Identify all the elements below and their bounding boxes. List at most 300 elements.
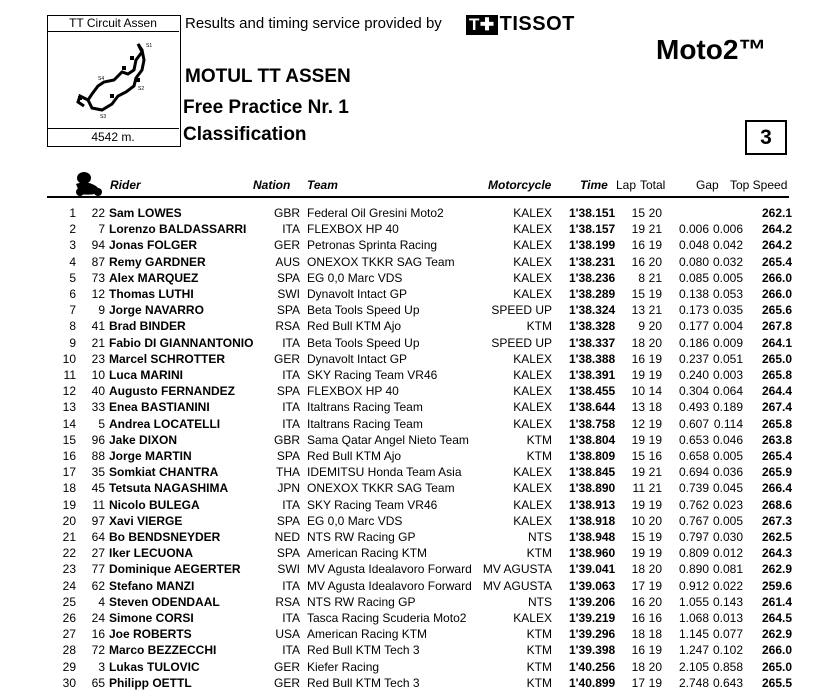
rider-name-cell: Steven ODENDAAL: [109, 594, 220, 609]
rider-number-cell: 24: [91, 611, 105, 625]
nation-cell: USA: [275, 627, 300, 642]
lap-cell: 13: [631, 303, 645, 318]
lap-time-cell: 1'38.324: [569, 303, 616, 318]
nation-cell: JPN: [277, 481, 300, 496]
motorcycle-cell: KTM: [526, 546, 552, 561]
gap-previous-cell: 0.032: [713, 254, 744, 269]
team-cell: ONEXOX TKKR SAG Team: [307, 254, 455, 269]
total-laps-cell: 19: [648, 416, 662, 431]
total-laps-cell: 21: [648, 481, 662, 496]
lap-cell: 16: [631, 594, 645, 609]
gap-previous-cell: 0.022: [713, 578, 744, 593]
table-row: [0, 318, 828, 334]
position-cell: 7: [69, 303, 76, 318]
nation-cell: SPA: [276, 449, 300, 463]
total-laps-cell: 21: [648, 270, 662, 285]
top-speed-cell: 264.4: [761, 384, 792, 399]
position-cell: 9: [69, 335, 76, 350]
gap-leader-cell: 0.237: [678, 351, 709, 366]
team-cell: Sama Qatar Angel Nieto Team: [307, 432, 469, 447]
lap-cell: 9: [638, 319, 645, 334]
gap-previous-cell: 0.045: [713, 481, 744, 496]
lap-cell: 10: [631, 513, 645, 528]
gap-previous-cell: 0.003: [713, 368, 744, 382]
team-cell: NTS RW Racing GP: [307, 530, 416, 544]
motorcycle-cell: SPEED UP: [491, 335, 552, 350]
position-cell: 20: [62, 513, 76, 528]
motorcycle-cell: KALEX: [513, 497, 552, 512]
rider-name-cell: Jorge MARTIN: [109, 449, 192, 463]
total-laps-cell: 19: [648, 530, 662, 544]
motorcycle-cell: KTM: [526, 432, 552, 447]
rider-name-cell: Jorge NAVARRO: [109, 303, 204, 318]
nation-cell: RSA: [275, 594, 300, 609]
position-cell: 26: [62, 611, 76, 625]
table-row: [0, 205, 828, 221]
position-cell: 5: [69, 270, 76, 285]
rider-name-cell: Andrea LOCATELLI: [109, 416, 221, 431]
rider-number-cell: 45: [91, 481, 105, 496]
top-speed-cell: 265.4: [761, 254, 792, 269]
total-laps-cell: 20: [648, 594, 662, 609]
total-laps-cell: 19: [648, 432, 662, 447]
motorcycle-cell: KALEX: [513, 270, 552, 285]
team-cell: Kiefer Racing: [307, 659, 380, 674]
top-speed-cell: 265.5: [761, 675, 792, 690]
nation-cell: THA: [276, 465, 300, 480]
lap-cell: 15: [631, 206, 645, 220]
circuit-map: [70, 38, 160, 120]
position-cell: 6: [69, 287, 76, 301]
rider-number-cell: 64: [91, 530, 105, 544]
rider-number-cell: 10: [91, 368, 105, 382]
team-cell: Dynavolt Intact GP: [307, 287, 408, 301]
total-laps-cell: 19: [648, 546, 662, 561]
lap-cell: 19: [631, 368, 645, 382]
lap-cell: 18: [631, 562, 645, 577]
gap-previous-cell: 0.009: [713, 335, 744, 350]
nation-cell: SWI: [277, 562, 300, 577]
motorcycle-cell: KALEX: [513, 481, 552, 496]
rider-name-cell: Brad BINDER: [109, 319, 186, 334]
nation-cell: AUS: [275, 254, 300, 269]
lap-cell: 19: [631, 546, 645, 561]
lap-time-cell: 1'38.455: [569, 384, 616, 399]
lap-time-cell: 1'38.388: [569, 351, 616, 366]
gap-leader-cell: 0.739: [678, 481, 709, 496]
gap-previous-cell: 0.189: [713, 400, 744, 415]
rider-name-cell: Somkiat CHANTRA: [109, 465, 219, 480]
lap-cell: 18: [631, 335, 645, 350]
gap-leader-cell: 0.762: [678, 497, 709, 512]
lap-time-cell: 1'38.289: [569, 287, 616, 301]
lap-cell: 19: [631, 432, 645, 447]
top-speed-cell: 266.0: [761, 643, 792, 658]
table-row: [0, 432, 828, 448]
lap-time-cell: 1'38.151: [569, 206, 616, 220]
table-row: [0, 578, 828, 594]
total-laps-cell: 21: [648, 222, 662, 237]
lap-time-cell: 1'38.918: [569, 513, 616, 528]
gap-leader-cell: 0.080: [678, 254, 709, 269]
nation-cell: GBR: [273, 432, 300, 447]
table-row: [0, 642, 828, 658]
nation-cell: ITA: [282, 335, 300, 350]
rider-name-cell: Joe ROBERTS: [109, 627, 192, 642]
table-row: [0, 383, 828, 399]
gap-leader-cell: 1.145: [678, 627, 709, 642]
rider-number-cell: 27: [91, 546, 105, 561]
rider-name-cell: Luca MARINI: [109, 368, 184, 382]
motorcycle-cell: KTM: [526, 675, 552, 690]
gap-previous-cell: 0.006: [713, 222, 744, 237]
lap-time-cell: 1'38.236: [569, 270, 616, 285]
position-cell: 4: [69, 254, 76, 269]
gap-leader-cell: 0.694: [678, 465, 709, 480]
motorcycle-cell: KTM: [526, 643, 552, 658]
rider-number-cell: 88: [91, 449, 105, 463]
gap-leader-cell: 2.748: [678, 675, 709, 690]
top-speed-cell: 264.2: [761, 222, 792, 237]
table-row: [0, 237, 828, 253]
gap-previous-cell: 0.143: [713, 594, 744, 609]
team-cell: FLEXBOX HP 40: [307, 222, 399, 237]
top-speed-cell: 259.6: [761, 578, 792, 593]
rider-number-cell: 12: [91, 287, 105, 301]
lap-time-cell: 1'39.296: [569, 627, 616, 642]
team-cell: Italtrans Racing Team: [307, 400, 423, 415]
lap-cell: 16: [631, 238, 645, 253]
lap-time-cell: 1'38.948: [569, 530, 616, 544]
nation-cell: NED: [274, 530, 300, 544]
position-cell: 8: [69, 319, 76, 334]
tissot-logo: T✚ TISSOT: [466, 13, 575, 36]
motorcycle-cell: SPEED UP: [491, 303, 552, 318]
lap-time-cell: 1'39.063: [569, 578, 616, 593]
top-speed-cell: 261.4: [761, 594, 792, 609]
col-time: Time: [580, 178, 608, 192]
team-cell: FLEXBOX HP 40: [307, 384, 399, 399]
team-cell: NTS RW Racing GP: [307, 594, 416, 609]
lap-time-cell: 1'38.231: [569, 254, 616, 269]
lap-time-cell: 1'39.219: [569, 611, 616, 625]
rider-number-cell: 41: [91, 319, 105, 334]
table-row: [0, 513, 828, 529]
lap-cell: 11: [632, 481, 645, 496]
position-cell: 17: [62, 465, 76, 480]
page-number: 3: [745, 120, 787, 155]
motorcycle-cell: KTM: [526, 319, 552, 334]
nation-cell: GER: [273, 238, 300, 253]
top-speed-cell: 262.5: [761, 530, 792, 544]
rider-name-cell: Lukas TULOVIC: [109, 659, 200, 674]
motorcycle-cell: KALEX: [513, 287, 552, 301]
table-row: [0, 254, 828, 270]
position-cell: 3: [69, 238, 76, 253]
rider-number-cell: 77: [91, 562, 105, 577]
team-cell: EG 0,0 Marc VDS: [307, 513, 403, 528]
gap-previous-cell: 0.102: [713, 643, 744, 658]
team-cell: Beta Tools Speed Up: [307, 303, 420, 318]
gap-previous-cell: 0.053: [713, 287, 744, 301]
gap-previous-cell: 0.042: [713, 238, 744, 253]
rider-number-cell: 23: [91, 351, 105, 366]
team-cell: Federal Oil Gresini Moto2: [307, 206, 444, 220]
table-row: [0, 675, 828, 691]
nation-cell: ITA: [282, 222, 300, 237]
lap-time-cell: 1'39.206: [569, 594, 616, 609]
rider-number-cell: 96: [91, 432, 105, 447]
table-row: [0, 367, 828, 383]
rider-name-cell: Sam LOWES: [109, 206, 182, 220]
col-top-speed: Top Speed: [730, 178, 788, 192]
team-cell: Red Bull KTM Tech 3: [307, 675, 420, 690]
nation-cell: SPA: [276, 384, 300, 399]
rider-number-cell: 94: [91, 238, 105, 253]
position-cell: 12: [62, 384, 76, 399]
rider-number-cell: 3: [98, 659, 105, 674]
table-row: [0, 335, 828, 351]
total-laps-cell: 19: [648, 238, 662, 253]
top-speed-cell: 265.8: [761, 416, 792, 431]
team-cell: American Racing KTM: [307, 546, 428, 561]
rider-name-cell: Nicolo BULEGA: [109, 497, 200, 512]
motorcycle-cell: KALEX: [513, 222, 552, 237]
motorcycle-cell: KALEX: [513, 238, 552, 253]
position-cell: 14: [62, 416, 76, 431]
lap-cell: 17: [631, 675, 645, 690]
position-cell: 19: [62, 497, 76, 512]
lap-cell: 18: [631, 659, 645, 674]
gap-leader-cell: 0.767: [678, 513, 709, 528]
table-row: [0, 545, 828, 561]
table-row: [0, 302, 828, 318]
session-title: Free Practice Nr. 1: [183, 97, 349, 118]
gap-leader-cell: 0.177: [678, 319, 709, 334]
provided-by-text: Results and timing service provided by: [185, 15, 442, 32]
total-laps-cell: 19: [648, 578, 662, 593]
rider-icon: [72, 170, 106, 196]
motorcycle-cell: NTS: [528, 530, 552, 544]
gap-leader-cell: 1.068: [678, 611, 709, 625]
rider-name-cell: Enea BASTIANINI: [109, 400, 210, 415]
gap-previous-cell: 0.051: [713, 351, 744, 366]
gap-leader-cell: 0.138: [678, 287, 709, 301]
table-row: [0, 497, 828, 513]
rider-name-cell: Iker LECUONA: [109, 546, 194, 561]
gap-previous-cell: 0.046: [713, 432, 744, 447]
nation-cell: SPA: [276, 513, 300, 528]
gap-previous-cell: 0.035: [713, 303, 744, 318]
top-speed-cell: 264.3: [761, 546, 792, 561]
sector-label: S1: [146, 43, 153, 49]
team-cell: SKY Racing Team VR46: [307, 368, 438, 382]
position-cell: 22: [62, 546, 76, 561]
team-cell: Red Bull KTM Tech 3: [307, 643, 420, 658]
gap-previous-cell: 0.036: [713, 465, 744, 480]
team-cell: EG 0,0 Marc VDS: [307, 270, 403, 285]
position-cell: 23: [62, 562, 76, 577]
table-row: [0, 626, 828, 642]
sector-label: S3: [100, 114, 107, 120]
top-speed-cell: 265.9: [761, 465, 792, 480]
rider-number-cell: 73: [91, 270, 105, 285]
lap-cell: 19: [631, 497, 645, 512]
nation-cell: GBR: [273, 206, 300, 220]
table-row: [0, 594, 828, 610]
nation-cell: GER: [273, 659, 300, 674]
nation-cell: GER: [273, 675, 300, 690]
gap-previous-cell: 0.081: [713, 562, 744, 577]
lap-cell: 15: [631, 287, 645, 301]
rider-name-cell: Fabio DI GIANNANTONIO: [109, 335, 254, 350]
nation-cell: ITA: [282, 611, 300, 625]
motorcycle-cell: KALEX: [513, 611, 552, 625]
rider-name-cell: Jake DIXON: [109, 432, 178, 447]
gap-previous-cell: 0.004: [713, 319, 744, 334]
rider-name-cell: Remy GARDNER: [109, 254, 206, 269]
total-laps-cell: 20: [648, 254, 662, 269]
lap-time-cell: 1'38.644: [569, 400, 616, 415]
gap-previous-cell: 0.023: [713, 497, 744, 512]
top-speed-cell: 266.0: [761, 287, 792, 301]
top-speed-cell: 263.8: [761, 432, 792, 447]
lap-cell: 13: [631, 400, 645, 415]
gap-leader-cell: 0.797: [678, 530, 709, 544]
rider-name-cell: Jonas FOLGER: [109, 238, 198, 253]
top-speed-cell: 266.0: [761, 270, 792, 285]
lap-cell: 18: [631, 627, 645, 642]
gap-leader-cell: 0.186: [678, 335, 709, 350]
lap-time-cell: 1'38.328: [569, 319, 616, 334]
gap-leader-cell: 0.607: [678, 416, 709, 431]
position-cell: 21: [62, 530, 76, 544]
top-speed-cell: 265.8: [761, 368, 792, 382]
top-speed-cell: 268.6: [761, 497, 792, 512]
circuit-length: 4542 m.: [47, 128, 179, 146]
team-cell: Beta Tools Speed Up: [307, 335, 420, 350]
team-cell: IDEMITSU Honda Team Asia: [307, 465, 462, 480]
gap-previous-cell: 0.114: [713, 416, 743, 431]
lap-time-cell: 1'38.809: [569, 449, 616, 463]
lap-cell: 8: [638, 270, 645, 285]
motorcycle-cell: KTM: [526, 627, 552, 642]
table-row: [0, 416, 828, 432]
top-speed-cell: 262.9: [761, 627, 792, 642]
rider-name-cell: Simone CORSI: [109, 611, 194, 625]
gap-previous-cell: 0.005: [713, 270, 744, 285]
total-laps-cell: 20: [648, 562, 662, 577]
total-laps-cell: 19: [648, 287, 662, 301]
team-cell: Red Bull KTM Ajo: [307, 319, 402, 334]
lap-time-cell: 1'40.256: [569, 659, 616, 674]
lap-time-cell: 1'38.890: [569, 481, 616, 496]
lap-time-cell: 1'38.913: [569, 497, 616, 512]
lap-cell: 16: [631, 611, 645, 625]
classification-title: Classification: [183, 124, 307, 145]
motorcycle-cell: KALEX: [513, 368, 552, 382]
rider-number-cell: 33: [91, 400, 105, 415]
rider-name-cell: Marco BEZZECCHI: [109, 643, 217, 658]
top-speed-cell: 262.1: [761, 206, 792, 220]
col-rider: Rider: [110, 178, 141, 192]
gap-previous-cell: 0.013: [713, 611, 744, 625]
total-laps-cell: 21: [648, 303, 662, 318]
nation-cell: ITA: [282, 400, 300, 415]
position-cell: 30: [62, 675, 76, 690]
lap-cell: 19: [631, 222, 645, 237]
gap-leader-cell: 1.247: [678, 643, 709, 658]
top-speed-cell: 264.5: [761, 611, 792, 625]
top-speed-cell: 265.6: [761, 303, 792, 318]
team-cell: American Racing KTM: [307, 627, 428, 642]
nation-cell: ITA: [282, 497, 300, 512]
rider-number-cell: 11: [92, 497, 105, 512]
table-row: [0, 610, 828, 626]
lap-time-cell: 1'38.337: [569, 335, 616, 350]
gap-previous-cell: 0.077: [713, 627, 744, 642]
total-laps-cell: 20: [648, 335, 662, 350]
motorcycle-cell: KTM: [526, 659, 552, 674]
col-total: Total: [640, 178, 666, 192]
lap-time-cell: 1'39.041: [569, 562, 616, 577]
lap-cell: 10: [631, 384, 645, 399]
rider-number-cell: 62: [91, 578, 105, 593]
team-cell: MV Agusta Idealavoro Forward: [307, 562, 472, 577]
gap-leader-cell: 0.653: [678, 432, 709, 447]
nation-cell: ITA: [282, 643, 300, 658]
top-speed-cell: 267.4: [761, 400, 792, 415]
position-cell: 10: [62, 351, 76, 366]
gap-leader-cell: 2.105: [678, 659, 709, 674]
gap-leader-cell: 0.658: [678, 449, 709, 463]
gap-leader-cell: 0.912: [678, 578, 709, 593]
gap-leader-cell: 0.085: [678, 270, 709, 285]
event-title: MOTUL TT ASSEN: [185, 66, 351, 87]
lap-time-cell: 1'40.899: [569, 675, 616, 690]
motorcycle-cell: KALEX: [513, 384, 552, 399]
gap-leader-cell: 0.006: [678, 222, 709, 237]
nation-cell: ITA: [282, 416, 300, 431]
rider-name-cell: Bo BENDSNEYDER: [109, 530, 221, 544]
table-row: [0, 399, 828, 415]
rider-name-cell: Lorenzo BALDASSARRI: [109, 222, 247, 237]
nation-cell: RSA: [275, 319, 300, 334]
table-row: [0, 221, 828, 237]
sector-label: S4: [98, 76, 105, 82]
gap-previous-cell: 0.030: [713, 530, 744, 544]
motorcycle-cell: KALEX: [513, 465, 552, 480]
col-gap: Gap: [696, 178, 719, 192]
rider-name-cell: Thomas LUTHI: [109, 287, 194, 301]
lap-time-cell: 1'39.398: [569, 643, 616, 658]
table-row: [0, 464, 828, 480]
nation-cell: SWI: [277, 287, 300, 301]
series-title: Moto2™: [656, 34, 767, 65]
lap-time-cell: 1'38.845: [569, 465, 616, 480]
rider-name-cell: Alex MARQUEZ: [109, 270, 199, 285]
rider-name-cell: Marcel SCHROTTER: [109, 351, 226, 366]
rider-name-cell: Dominique AEGERTER: [109, 562, 241, 577]
lap-time-cell: 1'38.960: [569, 546, 616, 561]
lap-time-cell: 1'38.157: [569, 222, 616, 237]
position-cell: 28: [62, 643, 76, 658]
motorcycle-cell: KALEX: [513, 400, 552, 415]
rider-name-cell: Stefano MANZI: [109, 578, 195, 593]
rider-name-cell: Xavi VIERGE: [109, 513, 183, 528]
rider-number-cell: 7: [98, 222, 105, 237]
team-cell: Tasca Racing Scuderia Moto2: [307, 611, 467, 625]
